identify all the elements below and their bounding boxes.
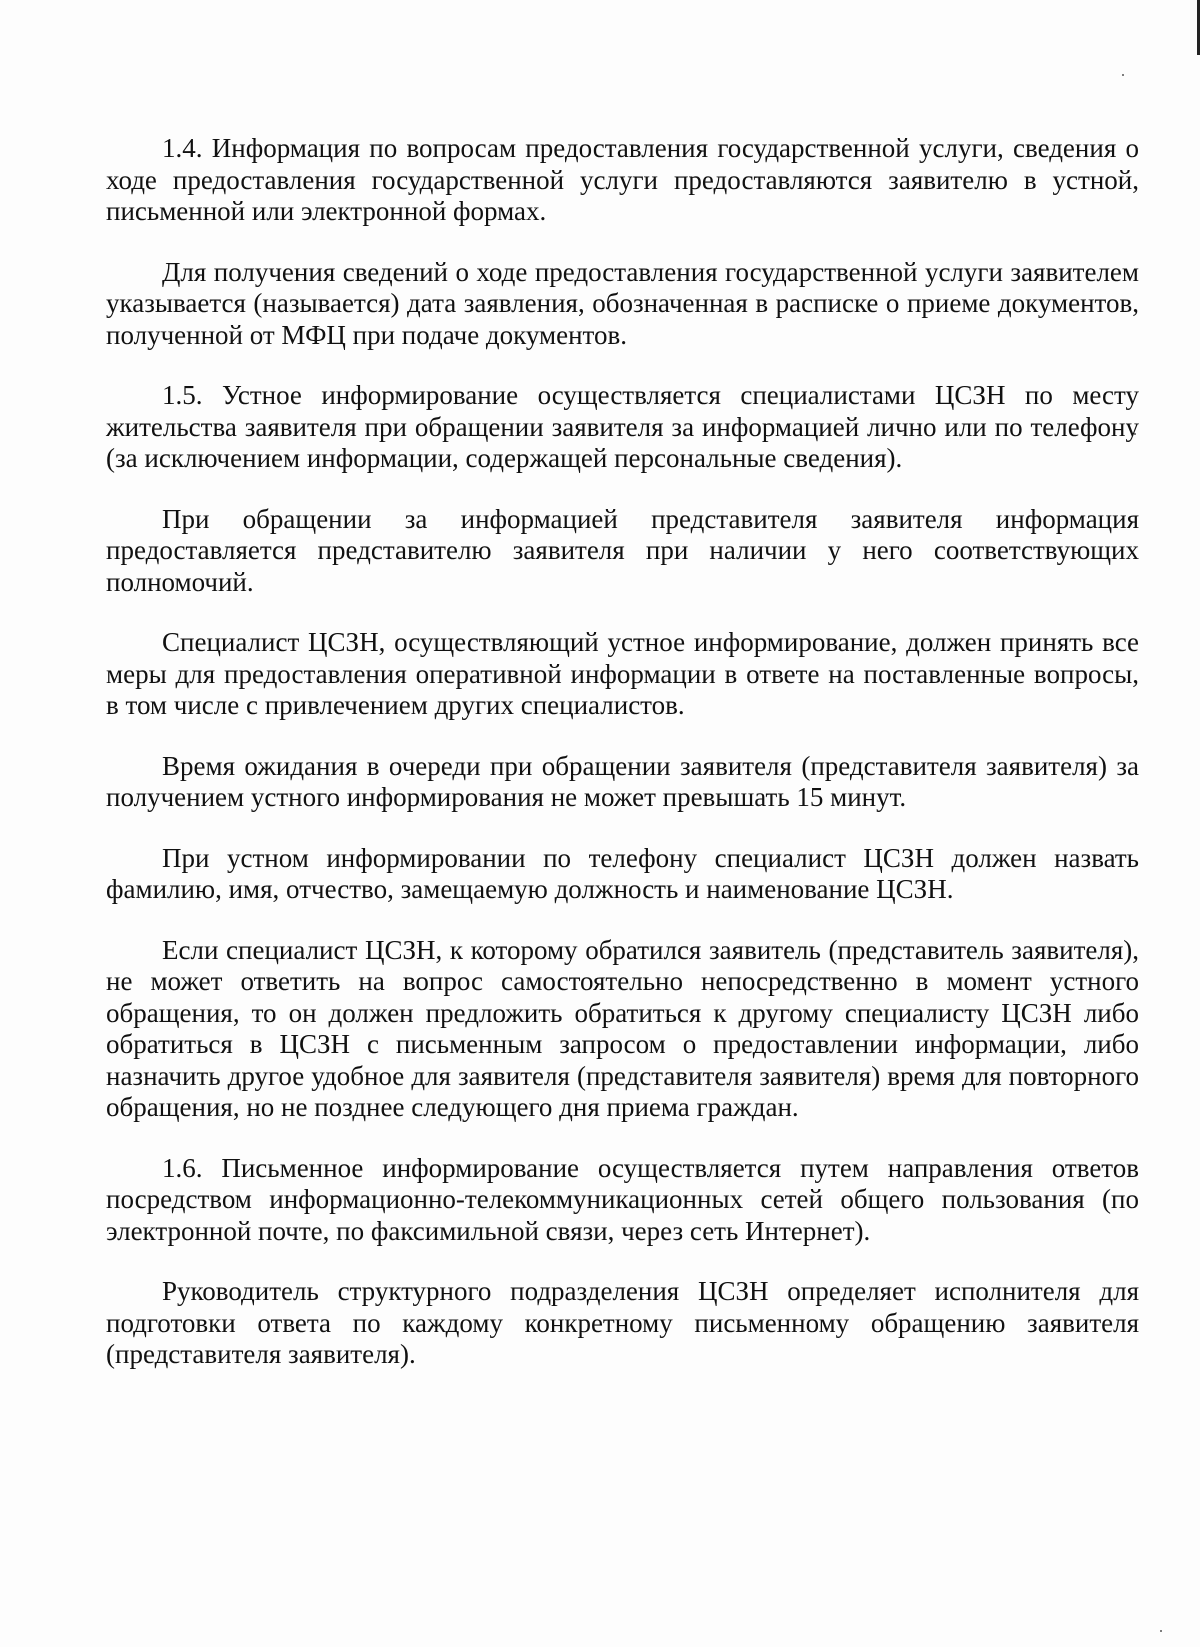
- scan-speck: [1122, 74, 1124, 76]
- paragraph-phone-info: При устном информировании по телефону специалист ЦСЗН должен назвать фамилию, имя, отчество, замещаемую должность и наименование ЦСЗН.: [106, 842, 1139, 904]
- paragraph-status-info: Для получения сведений о ходе предоставления государственной услуги заявителем указывается (называется) дата заявления, обозначенная в расписке о приеме документов, полученной от МФЦ при подаче документов.: [106, 256, 1139, 350]
- document-body: [106, 133, 1139, 1400]
- scan-speck: [1160, 1630, 1162, 1632]
- paragraph-waiting-time: Время ожидания в очереди при обращении заявителя (представителя заявителя) за получением устного информирования не может превышать 15 минут.: [106, 750, 1139, 812]
- paragraph-representative: При обращении за информацией представителя заявителя информация предоставляется представителю заявителя при наличии у него соответствующих полномочий.: [106, 503, 1139, 597]
- paragraph-redirect: Если специалист ЦСЗН, к которому обратился заявитель (представитель заявителя), не может ответить на вопрос самостоятельно непосредственно в момент устного обращения, то он должен предложить обратиться к другому специалисту ЦСЗН либо обратиться в ЦСЗН с письменным запросом о предоставлении информации, либо назначить другое удобное для заявителя (представителя заявителя) время для повторного обращения, но не позднее следующего дня приема граждан.: [106, 934, 1139, 1122]
- paragraph-1-5: 1.5. Устное информирование осуществляется специалистами ЦСЗН по месту жительства заявителя при обращении заявителя за информацией лично или по телефону (за исключением информации, содержащей персональные сведения).: [106, 380, 1139, 473]
- paragraph-specialist-measures: Специалист ЦСЗН, осуществляющий устное информирование, должен принять все меры для предоставления оперативной информации в ответе на поставленные вопросы, в том числе с привлечением других специалистов.: [106, 627, 1139, 720]
- paragraph-1-4: 1.4. Информация по вопросам предоставления государственной услуги, сведения о ходе предоставления государственной услуги предоставляются заявителю в устной, письменной или электронной формах.: [106, 133, 1139, 226]
- paragraph-manager: Руководитель структурного подразделения ЦСЗН определяет исполнителя для подготовки ответа по каждому конкретному письменному обращению заявителя (представителя заявителя).: [106, 1276, 1139, 1369]
- paragraph-1-6: 1.6. Письменное информирование осуществляется путем направления ответов посредством информационно-телекоммуникационных сетей общего пользования (по электронной почте, по факсимильной связи, через сеть Интернет).: [106, 1152, 1139, 1246]
